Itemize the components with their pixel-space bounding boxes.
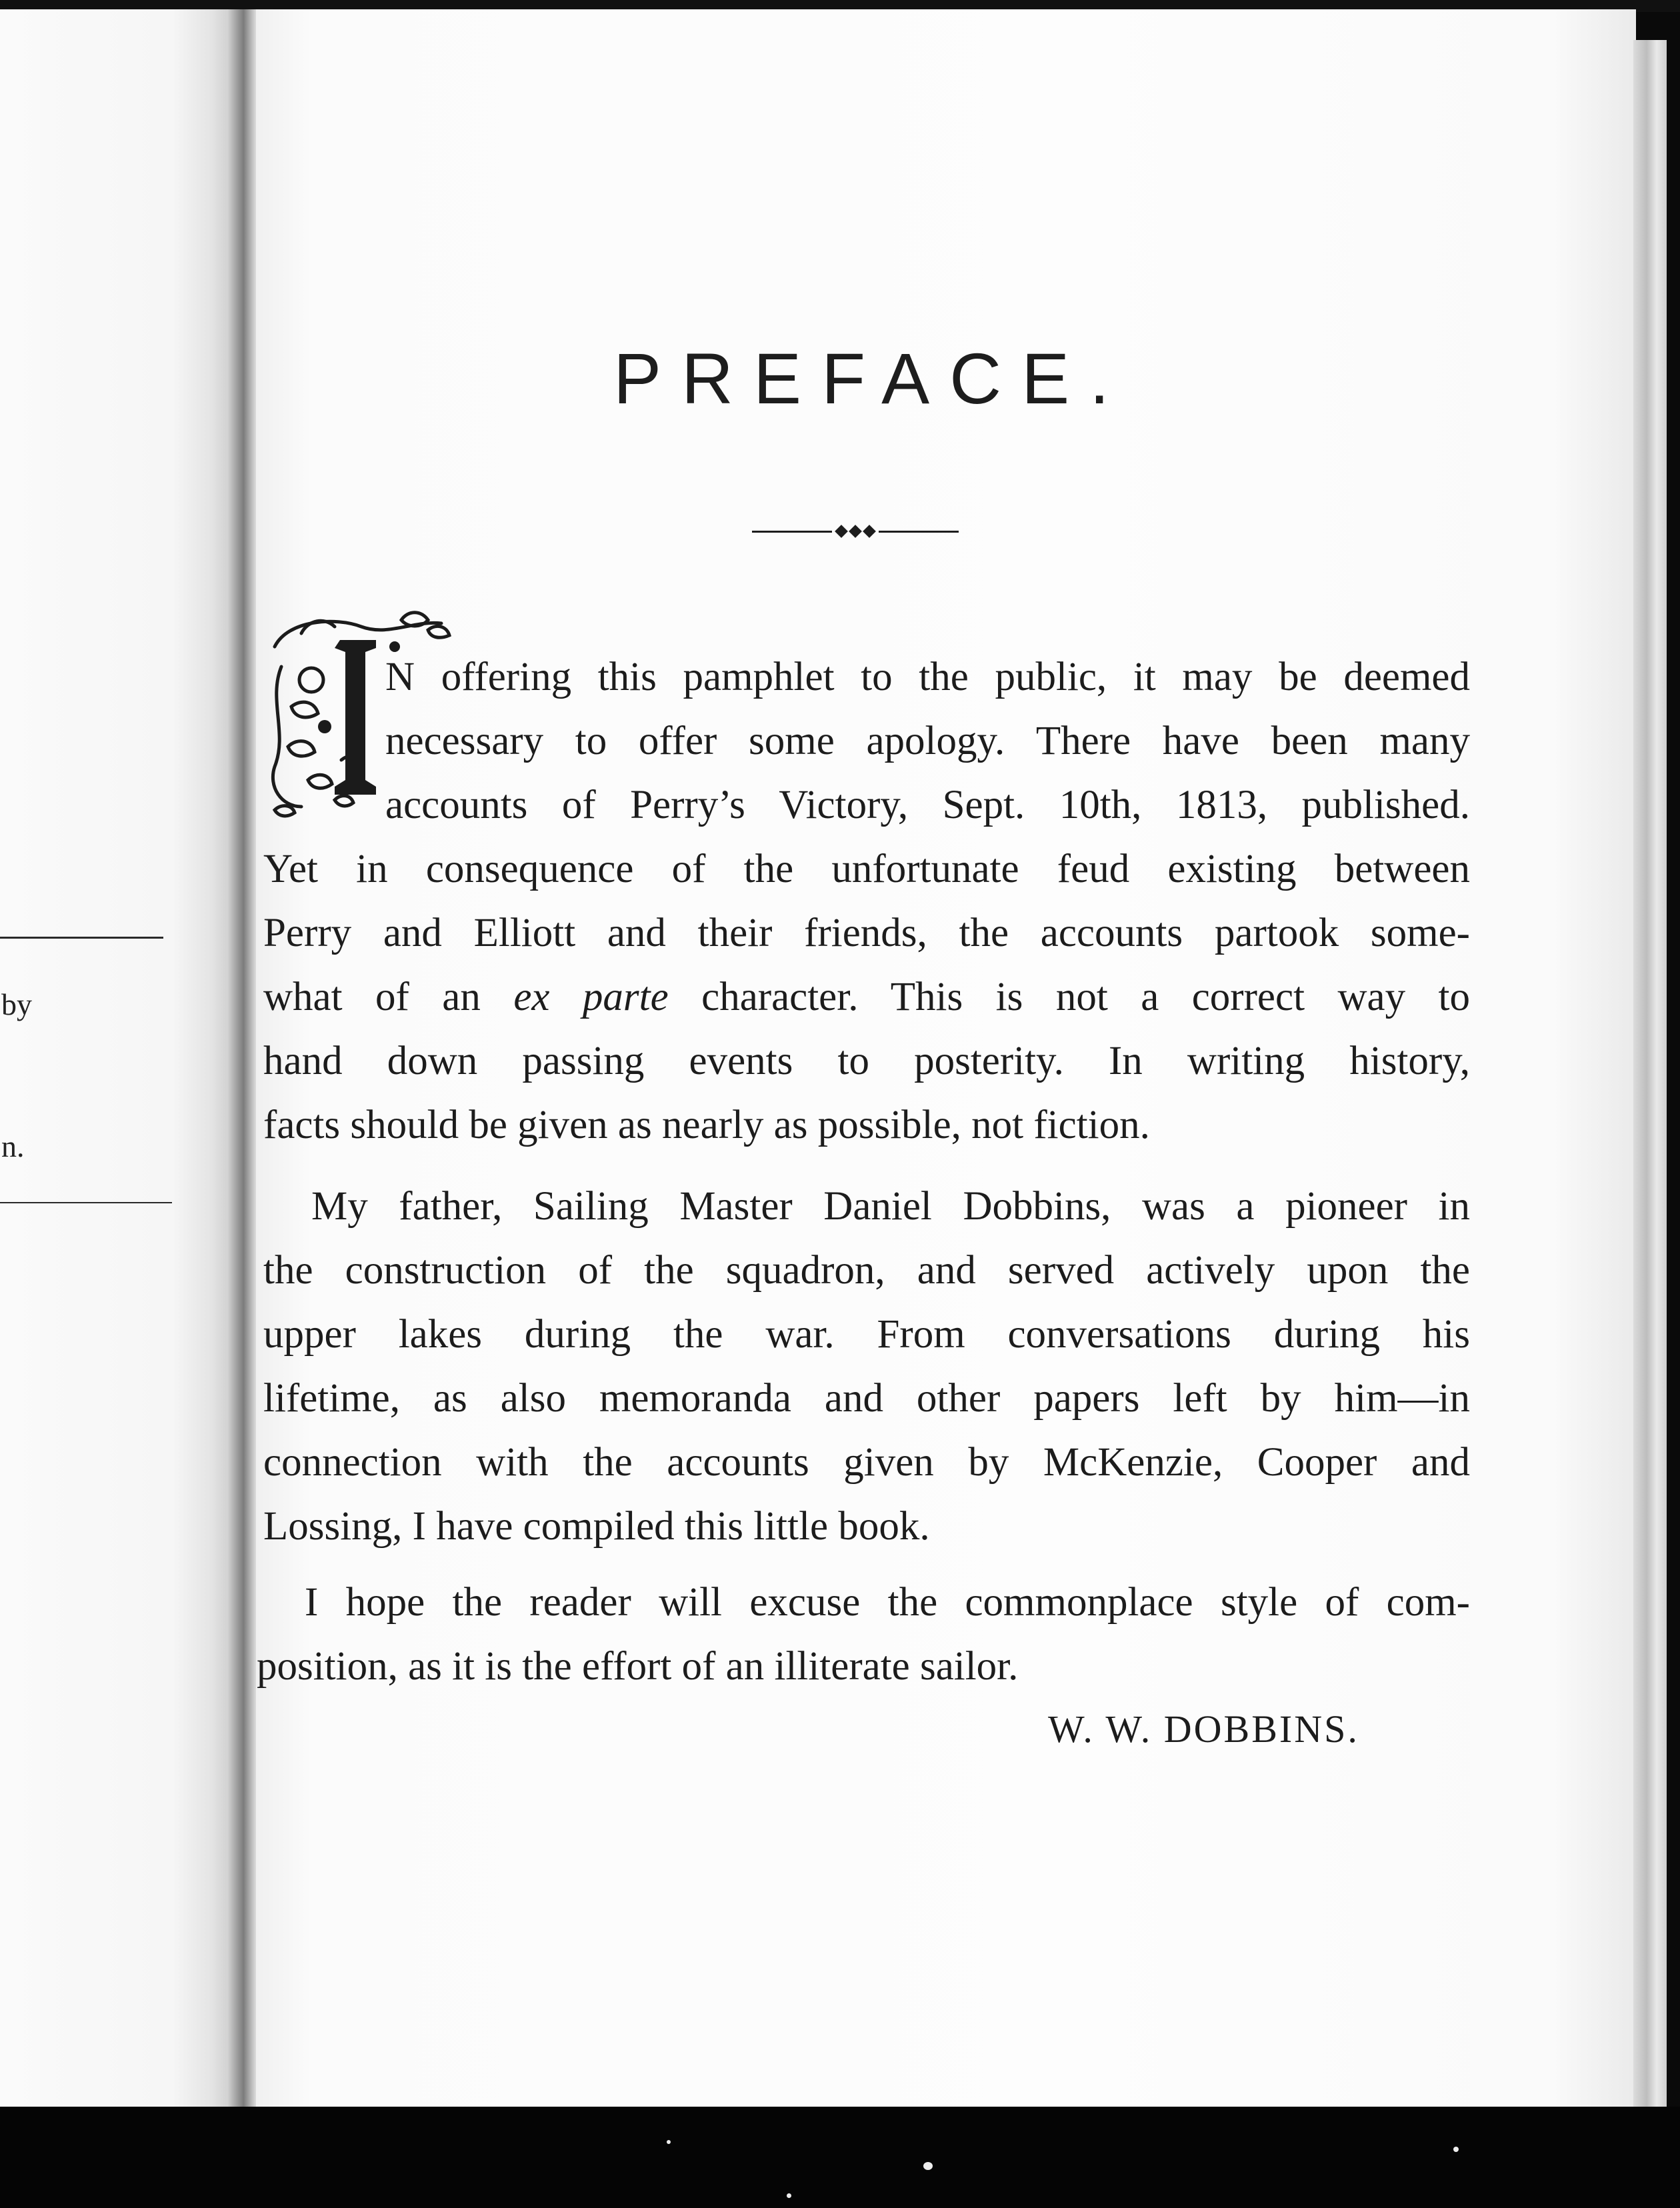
ornament-diamond-2	[849, 525, 862, 538]
left-page-fragment-n: n.	[1, 1129, 25, 1163]
paragraph-line: facts should be given as nearly as possible, not fiction.	[263, 1103, 1150, 1147]
paragraph-line: lifetime, as also memoranda and other papers left by him—in	[263, 1376, 1470, 1421]
page-title: PREFACE.	[613, 338, 1130, 419]
title-ornament	[752, 521, 959, 541]
paragraph-1	[263, 645, 1470, 1157]
paragraph-line: upper lakes during the war. From conversations during his	[263, 1312, 1470, 1357]
scanner-bottom-border	[0, 2107, 1680, 2208]
ornament-rule-right	[879, 531, 959, 533]
dust-speck	[787, 2193, 791, 2198]
dust-speck	[1453, 2147, 1459, 2152]
italic-term: ex parte	[513, 975, 669, 1019]
paragraph-line: N offering this pamphlet to the public, it may be deemed	[385, 655, 1470, 699]
paragraph-line: My father, Sailing Master Daniel Dobbins, was a pioneer in	[311, 1184, 1470, 1229]
paragraph-line: necessary to offer some apology. There have been many	[385, 719, 1470, 763]
paragraph-line: accounts of Perry’s Victory, Sept. 10th, 1813, published.	[385, 783, 1470, 827]
page-edge	[1633, 40, 1667, 2107]
ornament-diamond-3	[863, 525, 876, 538]
author-signature: W. W. DOBBINS.	[1048, 1707, 1359, 1751]
paragraph-line: Lossing, I have compiled this little book.	[263, 1504, 930, 1549]
left-page-rule-top	[0, 937, 163, 939]
paragraph-line: Perry and Elliott and their friends, the accounts partook some-	[263, 911, 1470, 955]
left-page-fragment-by: by	[1, 987, 32, 1021]
dust-speck	[667, 2140, 671, 2144]
paragraph-line: I hope the reader will excuse the commonplace style of com-	[305, 1580, 1470, 1625]
dust-speck	[923, 2162, 933, 2170]
ornament-rule-left	[752, 531, 832, 533]
paragraph-3	[257, 1571, 1470, 1699]
book-gutter	[227, 9, 257, 2109]
paragraph-line-mixed	[263, 965, 1470, 1029]
paragraph-line: hand down passing events to posterity. In writing history,	[263, 1039, 1470, 1083]
paragraph-line: the construction of the squadron, and served actively upon the	[263, 1248, 1470, 1293]
line-text: character. This is not a correct way to	[668, 975, 1470, 1019]
paragraph-line: position, as it is the effort of an illiterate sailor.	[257, 1644, 1019, 1689]
paragraph-line: Yet in consequence of the unfortunate feud existing between	[263, 847, 1470, 891]
ornament-diamond-1	[835, 525, 848, 538]
left-page	[0, 9, 230, 2109]
paragraph-line: connection with the accounts given by McKenzie, Cooper and	[263, 1440, 1470, 1485]
paragraph-2	[263, 1175, 1470, 1559]
line-text: what of an	[263, 975, 514, 1019]
left-page-rule-bottom	[0, 1202, 172, 1203]
